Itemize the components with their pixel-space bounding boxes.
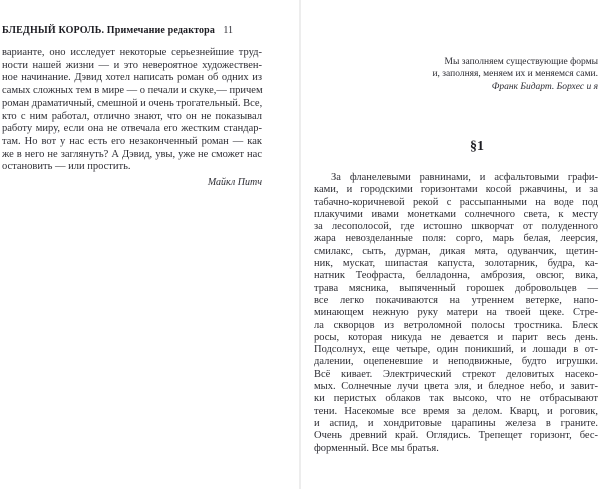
body-text-line: натник Теофраста, белладонна, амброзия, овсюг, вика, [314, 270, 598, 282]
body-text-line: мых. Солнечные лучи цвета эля, и бледное небо, и завит- [314, 381, 598, 393]
body-text-line: далении, оцепеневшие и неподвижные, будто игрушки. [314, 356, 598, 368]
body-text-line: работу миру, если она не отвечала его жестким стандар- [2, 123, 262, 135]
body-text-line: плакучими ивами монетками солнечного света, к месту [314, 208, 598, 220]
epigraph-lines [314, 56, 598, 80]
body-text-line: трава мясника, выпяченный горошек добровольцев — [314, 282, 598, 294]
body-text-line: варианте, оно исследует некоторые серьезнейшие труд- [2, 47, 262, 58]
body-text-line: самых сложных тем в мире — о печали и скуке,— причем [2, 85, 263, 97]
body-text-line: ное начинание. Дэвид хотел написать роман об одних из [2, 72, 262, 84]
body-text-line: За фланелевыми равнинами, и асфальтовыми графи- [331, 172, 598, 183]
body-text-line: там. Но вот у нас есть его незаконченный роман — как [2, 135, 262, 147]
body-text-line: и аспид, и хондритовые царапины железа в граните. [314, 417, 598, 429]
running-header-title: БЛЕДНЫЙ КОРОЛЬ. Примечание редактора [2, 25, 216, 36]
body-text-line: за лесополосой, где истошно шкворчат от полуденного [314, 221, 598, 233]
body-text-line: минающем нежную руку матери на твоей щеке. Стре- [314, 307, 598, 319]
section-heading: §1 [470, 139, 484, 154]
body-text-line: ник, мускат, шипастая капуста, золотарник, будра, ка- [314, 258, 598, 270]
body-text-line: роман драматичный, смешной и очень трогательный. Все, [2, 97, 263, 109]
right-page [301, 0, 600, 489]
body-text-line: тени. Насекомые все время за делом. Кварц, и роговик, [314, 405, 598, 417]
body-text-line: смилакс, сыть, дурман, дикая мята, одуванчик, щетин- [314, 245, 598, 257]
body-text-line: Подсолнух, еще четыре, один поникший, и лошади в от- [314, 344, 598, 356]
epigraph-line: и, заполняя, меняем их и меняемся сами. [432, 69, 598, 79]
epigraph [314, 56, 598, 93]
left-page [0, 0, 299, 489]
body-text-line: все легко покачиваются на утреннем ветерке, напо- [314, 294, 598, 306]
left-page-body-text [2, 47, 262, 174]
body-text-line: остановить — или простить. [2, 161, 131, 173]
body-text-line: Всё кивает. Электрический стрекот деловитых насеко- [314, 368, 598, 380]
running-header [2, 25, 233, 36]
epigraph-attribution: Франк Бидарт. Борхес и я [491, 81, 598, 92]
body-text-line: жара невозделанные поля: сорго, марь белая, леерсия, [314, 233, 598, 245]
body-text-line: ками, и городскими горизонтами косой ржавчины, и за [314, 184, 598, 196]
body-text-line: кто с ним работал, отлично знают, что он не показывал [2, 110, 262, 122]
epigraph-line: Мы заполняем существующие формы [444, 57, 598, 67]
body-text-line: же в него не заглянуть? А Дэвид, увы, уже не сможет нас [2, 148, 262, 160]
right-page-body-text [314, 172, 598, 455]
body-text-line: Очень древний край. Оглядись. Трепещет горизонт, бес- [314, 430, 598, 442]
page-number: 11 [223, 25, 233, 36]
editor-signature: Майкл Питч [207, 177, 262, 188]
body-text-line: ла скворцов из ветроломной полосы тростника. Блеск [314, 319, 598, 331]
body-text-line: росы, которая никуда не девается и па́рит весь день. [314, 331, 598, 343]
body-text-line: ности нашей жизни — и это невероятное художествен- [2, 59, 262, 71]
body-text-line: форменный. Все мы братья. [314, 442, 439, 454]
body-text-line: ки перистых облаков так высоко, что не отбрасывают [314, 393, 598, 405]
body-text-line: табачно-коричневой рекой с рассыпанными на воде под [314, 196, 598, 208]
